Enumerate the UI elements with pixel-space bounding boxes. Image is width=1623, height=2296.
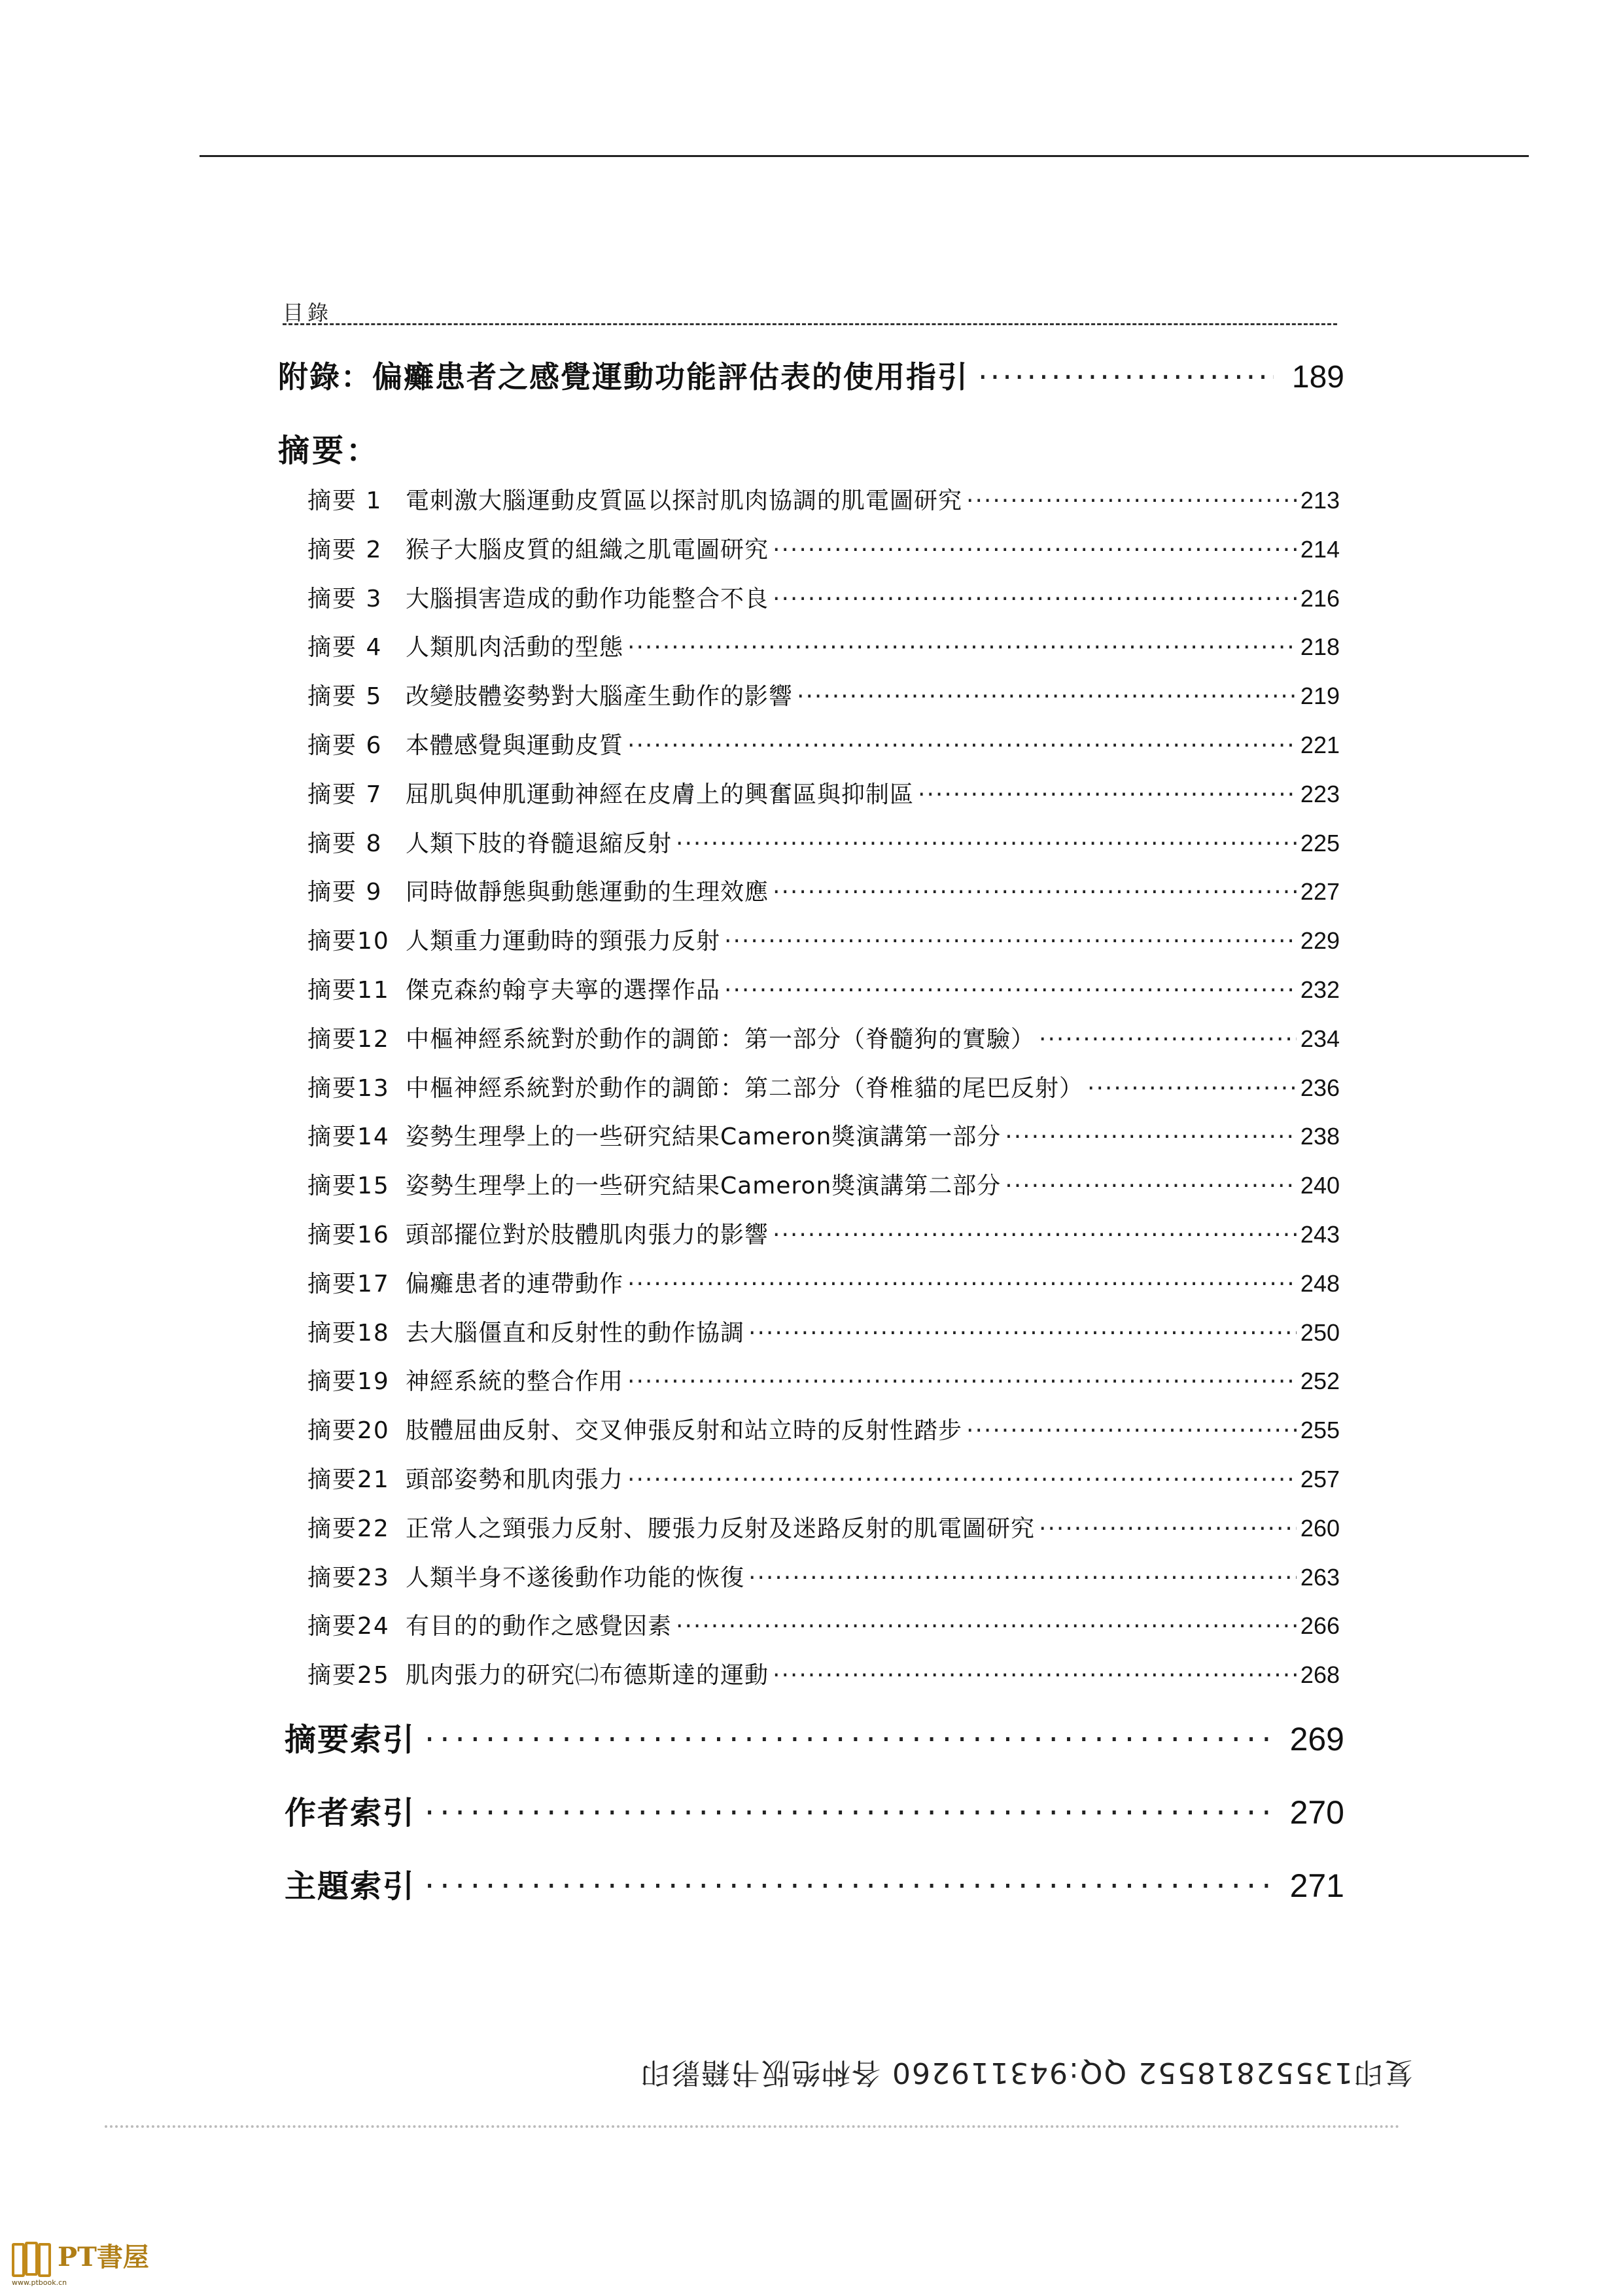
toc-abstract-row[interactable] (307, 1315, 1340, 1347)
abstract-page: 268 (1300, 1661, 1340, 1689)
abstract-number: 摘要21 (307, 1466, 390, 1493)
toc-abstract-row[interactable] (307, 531, 1340, 564)
abstract-title: 同時做靜態與動態運動的生理效應 (406, 879, 769, 906)
toc-abstract-row[interactable] (307, 580, 1340, 613)
toc-entry-title: 附錄：偏癱患者之感覺運動功能評估表的使用指引 (278, 359, 969, 395)
dot-leader (425, 1795, 1274, 1831)
abstract-title: 姿勢生理學上的一些研究結果Cameron獎演講第一部分 (406, 1123, 1002, 1151)
dot-leader (627, 732, 1297, 759)
dot-leader (724, 977, 1297, 1004)
dot-leader (748, 1564, 1297, 1591)
abstract-title: 人類重力運動時的頸張力反射 (406, 928, 721, 955)
abstract-number: 摘要 1 (307, 487, 383, 514)
dot-leader (773, 537, 1297, 563)
abstract-title: 人類半身不遂後動作功能的恢復 (406, 1564, 745, 1591)
toc-abstract-row[interactable] (307, 1118, 1340, 1151)
abstract-page: 223 (1300, 780, 1340, 807)
abstract-title: 肢體屈曲反射、交叉伸張反射和站立時的反射性踏步 (406, 1417, 963, 1445)
abstract-number: 摘要14 (307, 1123, 390, 1151)
abstract-page: 216 (1300, 584, 1340, 612)
abstract-number: 摘要17 (307, 1270, 390, 1298)
abstract-number: 摘要22 (307, 1515, 390, 1542)
dot-leader (676, 830, 1297, 857)
abstract-page: 229 (1300, 927, 1340, 955)
toc-abstract-row[interactable] (307, 727, 1340, 760)
abstract-number: 摘要 2 (307, 536, 383, 563)
abstract-title: 頭部擺位對於肢體肌肉張力的影響 (406, 1222, 769, 1248)
dot-leader (724, 928, 1297, 955)
abstract-page: 243 (1300, 1221, 1340, 1248)
abstract-title: 傑克森約翰亨夫寧的選擇作品 (406, 977, 721, 1004)
dot-leader (966, 1417, 1297, 1444)
abstract-title: 中樞神經系統對於動作的調節：第一部分（脊髓狗的實驗） (406, 1025, 1036, 1053)
abstract-title: 屈肌與伸肌運動神經在皮膚上的興奮區與抑制區 (406, 781, 915, 808)
abstract-page: 238 (1300, 1123, 1340, 1150)
logo-url: www.ptbook.cn (12, 2278, 67, 2287)
toc-abstract-row[interactable] (307, 874, 1340, 906)
toc-index-row[interactable] (285, 1714, 1344, 1759)
abstract-page: 218 (1300, 633, 1340, 661)
toc-abstract-row[interactable] (307, 923, 1340, 955)
index-title: 主題索引 (285, 1868, 416, 1905)
abstract-page: 213 (1300, 487, 1340, 514)
dot-leader (627, 1466, 1297, 1493)
dot-leader (627, 1271, 1297, 1298)
abstract-page: 214 (1300, 535, 1340, 563)
dot-leader (1005, 1173, 1297, 1199)
toc-abstract-row[interactable] (307, 1412, 1340, 1445)
abstract-page: 240 (1300, 1172, 1340, 1199)
toc-abstract-row[interactable] (307, 629, 1340, 662)
abstract-title: 人類下肢的脊髓退縮反射 (406, 830, 672, 857)
toc-index-row[interactable] (285, 1788, 1344, 1833)
book-logo-icon (12, 2242, 50, 2273)
dot-leader (425, 1722, 1274, 1758)
dot-leader (773, 1222, 1297, 1248)
toc-abstract-row[interactable] (307, 1363, 1340, 1396)
dot-leader (748, 1320, 1297, 1347)
abstract-page: 263 (1300, 1563, 1340, 1591)
abstract-page: 255 (1300, 1417, 1340, 1444)
toc-abstract-row[interactable] (307, 1559, 1340, 1592)
abstract-page: 250 (1300, 1318, 1340, 1346)
abstract-number: 摘要 6 (307, 732, 383, 759)
abstract-page: 257 (1300, 1466, 1340, 1492)
top-rule (200, 155, 1529, 157)
index-page: 270 (1289, 1794, 1344, 1831)
abstract-number: 摘要24 (307, 1613, 390, 1640)
scan-noise-line (105, 2125, 1400, 2128)
toc-abstract-row[interactable] (307, 776, 1340, 809)
toc-abstract-row[interactable] (307, 1021, 1340, 1053)
toc-abstract-row[interactable] (307, 1510, 1340, 1543)
dot-leader (978, 359, 1274, 395)
abstract-number: 摘要19 (307, 1368, 390, 1396)
abstract-title: 肌肉張力的研究㈡布德斯達的運動 (406, 1662, 769, 1689)
abstract-number: 摘要 9 (307, 879, 383, 906)
abstract-title: 頭部姿勢和肌肉張力 (406, 1466, 624, 1493)
dot-leader (425, 1868, 1274, 1905)
abstract-number: 摘要12 (307, 1025, 390, 1053)
abstract-title: 有目的的動作之感覺因素 (406, 1613, 672, 1640)
abstract-title: 中樞神經系統對於動作的調節：第二部分（脊椎貓的尾巴反射） (406, 1074, 1084, 1102)
toc-abstract-row[interactable] (307, 1265, 1340, 1298)
dot-leader (773, 879, 1297, 906)
toc-abstract-row[interactable] (307, 825, 1340, 858)
abstract-title: 電刺激大腦運動皮質區以探討肌肉協調的肌電圖研究 (406, 487, 963, 514)
abstract-number: 摘要23 (307, 1564, 390, 1591)
dot-leader (1039, 1026, 1297, 1053)
abstract-number: 摘要11 (307, 977, 390, 1004)
dot-leader (797, 683, 1297, 710)
abstract-page: 248 (1300, 1269, 1340, 1297)
toc-abstract-row[interactable] (307, 678, 1340, 711)
abstract-number: 摘要16 (307, 1222, 390, 1248)
dot-leader (1039, 1515, 1297, 1542)
dot-leader (627, 1368, 1297, 1395)
header-dashed-rule (283, 323, 1337, 325)
abstract-page: 252 (1300, 1368, 1340, 1395)
dot-leader (966, 487, 1297, 514)
abstract-title: 大腦損害造成的動作功能整合不良 (406, 585, 769, 612)
index-page: 269 (1289, 1721, 1344, 1757)
abstract-number: 摘要 7 (307, 781, 383, 808)
toc-abstract-row[interactable] (307, 482, 1340, 515)
abstract-title: 去大腦僵直和反射性的動作協調 (406, 1319, 745, 1347)
dot-leader (1005, 1123, 1297, 1150)
index-page: 271 (1289, 1867, 1344, 1904)
abstract-number: 摘要25 (307, 1662, 390, 1689)
dot-leader (918, 781, 1297, 808)
copy-service-stamp: 复印13552818552 QQ:943119260 各种绝版书籍影印 (640, 2056, 1413, 2089)
toc-abstract-row[interactable] (307, 1461, 1340, 1494)
abstract-title: 姿勢生理學上的一些研究結果Cameron獎演講第二部分 (406, 1173, 1002, 1200)
logo-text: PT書屋 (58, 2242, 149, 2272)
toc-abstract-row[interactable] (307, 1167, 1340, 1200)
dot-leader (773, 586, 1297, 612)
toc-abstract-row[interactable] (307, 1608, 1340, 1640)
abstract-number: 摘要 3 (307, 585, 383, 612)
abstract-page: 260 (1300, 1514, 1340, 1542)
dot-leader (676, 1613, 1297, 1640)
abstract-page: 227 (1300, 878, 1340, 906)
dot-leader (627, 634, 1297, 661)
toc-index-row[interactable] (285, 1861, 1344, 1906)
abstract-number: 摘要18 (307, 1319, 390, 1347)
index-title: 作者索引 (285, 1795, 416, 1831)
abstract-page: 232 (1300, 976, 1340, 1003)
abstract-title: 正常人之頸張力反射、腰張力反射及迷路反射的肌電圖研究 (406, 1515, 1036, 1542)
abstract-number: 摘要 8 (307, 830, 383, 857)
abstract-page: 234 (1300, 1025, 1340, 1052)
abstract-page: 219 (1300, 682, 1340, 710)
site-logo (12, 2242, 149, 2273)
toc-abstract-row[interactable] (307, 1216, 1340, 1249)
abstract-page: 225 (1300, 829, 1340, 857)
abstract-page: 221 (1300, 732, 1340, 758)
dot-leader (1087, 1075, 1297, 1102)
abstract-page: 266 (1300, 1612, 1340, 1640)
toc-abstract-row[interactable] (307, 1657, 1340, 1689)
abstract-number: 摘要20 (307, 1417, 390, 1445)
abstract-page: 236 (1300, 1074, 1340, 1101)
abstract-title: 猴子大腦皮質的組織之肌電圖研究 (406, 536, 769, 563)
abstract-title: 本體感覺與運動皮質 (406, 732, 624, 759)
abstract-title: 偏癱患者的連帶動作 (406, 1270, 624, 1298)
abstract-number: 摘要13 (307, 1074, 390, 1102)
dot-leader (773, 1662, 1297, 1689)
abstract-number: 摘要15 (307, 1173, 390, 1200)
running-header: 目錄 (283, 300, 333, 325)
abstract-title: 人類肌肉活動的型態 (406, 634, 624, 662)
abstract-title: 改變肢體姿勢對大腦產生動作的影響 (406, 683, 794, 711)
toc-entry-appendix[interactable] (278, 353, 1344, 397)
index-title: 摘要索引 (285, 1722, 416, 1758)
abstract-number: 摘要 5 (307, 683, 383, 711)
abstract-number: 摘要 4 (307, 634, 383, 662)
abstract-number: 摘要10 (307, 928, 390, 955)
abstract-title: 神經系統的整合作用 (406, 1368, 624, 1396)
toc-entry-page: 189 (1291, 360, 1344, 395)
toc-abstract-row[interactable] (307, 972, 1340, 1004)
toc-abstract-row[interactable] (307, 1070, 1340, 1103)
abstracts-heading: 摘要： (278, 433, 381, 469)
